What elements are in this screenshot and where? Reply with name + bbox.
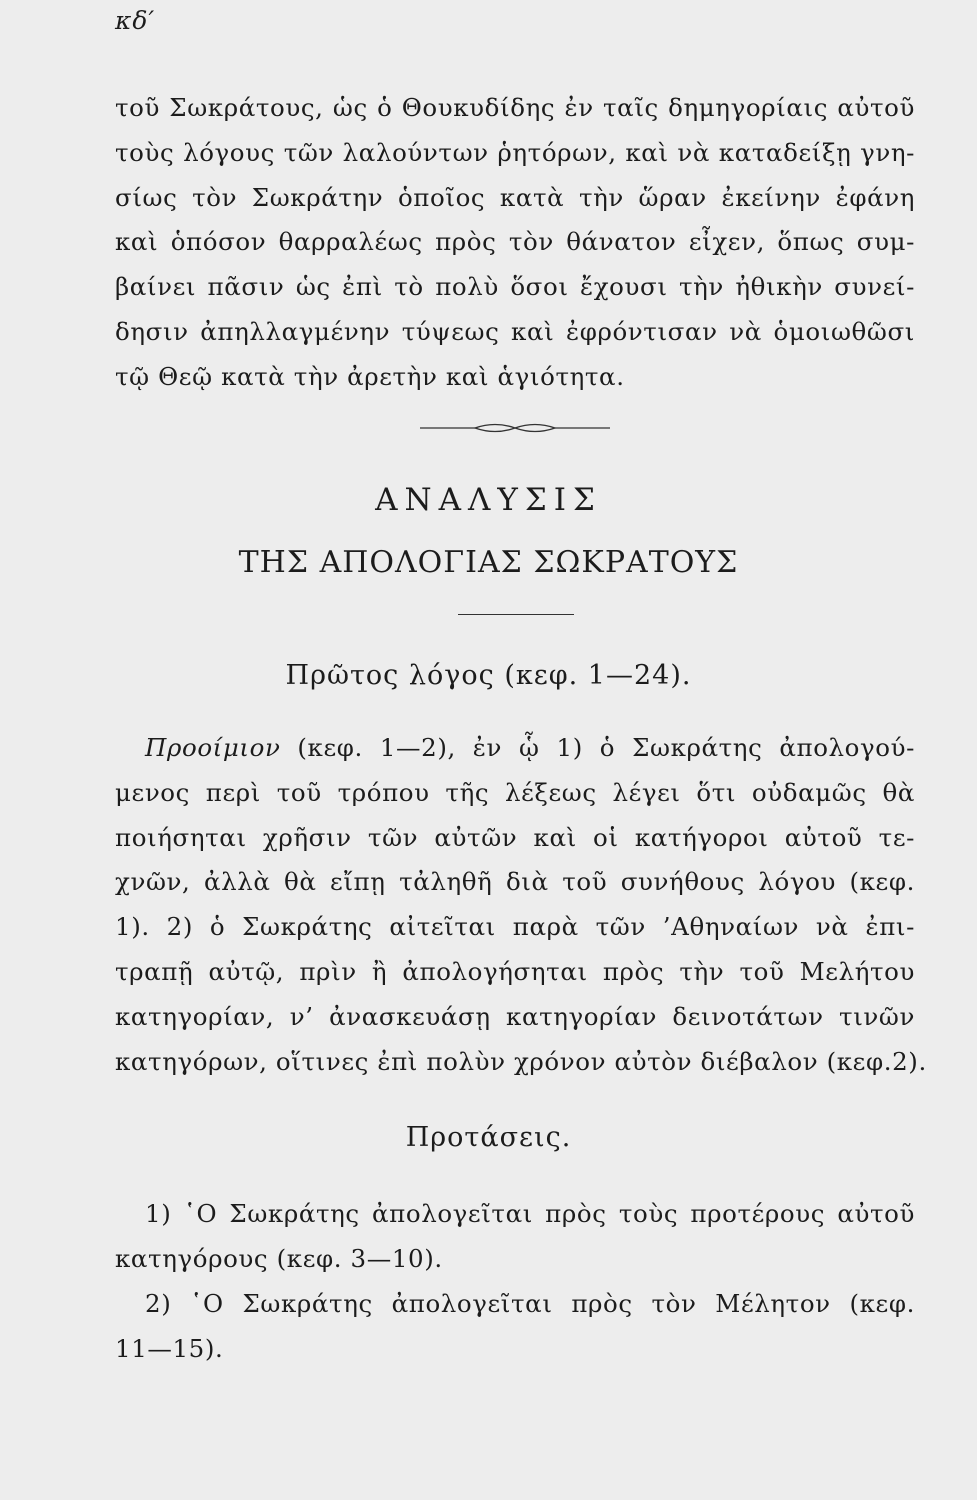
- text-span: (κεφ. 1—2), ἐν ᾧ 1) ὁ Σωκράτης ἀπολογού-: [280, 733, 915, 762]
- text-line: 1). 2) ὁ Σωκράτης αἰτεῖται παρὰ τῶν ’Αθηναίων νὰ ἐπι-: [115, 912, 915, 942]
- top-paragraph: [115, 86, 915, 400]
- text-line: κατηγορίαν, ν’ ἀνασκευάσῃ κατηγορίαν δεινοτάτων τινῶν: [115, 1001, 915, 1031]
- text-line: κατηγόρων, οἵτινες ἐπὶ πολὺν χρόνον αὐτὸν διέβαλον (κεφ.2).: [115, 1046, 927, 1076]
- text-line: 2) ῾Ο Σωκράτης ἀπολογεῖται πρὸς τὸν Μέλητον (κεφ.: [145, 1289, 915, 1318]
- text-line: τοῦ Σωκράτους, ὡς ὁ Θουκυδίδης ἐν ταῖς δημηγορίαις αὐτοῦ: [115, 93, 915, 122]
- text-line: κατηγόρους (κεφ. 3—10).: [115, 1243, 443, 1273]
- text-line: 11—15).: [115, 1333, 224, 1363]
- section-heading: Πρῶτος λόγος (κεφ. 1—24).: [285, 660, 692, 691]
- text-line: τῷ Θεῷ κατὰ τὴν ἀρετὴν καὶ ἁγιότητα.: [115, 361, 625, 391]
- text-line: μενος περὶ τοῦ τρόπου τῆς λέξεως λέγει ὅτι οὐδαμῶς θὰ: [115, 777, 915, 807]
- page-number: κδ′: [115, 6, 156, 35]
- propositions-heading: Προτάσεις.: [405, 1122, 572, 1153]
- emphasized-word: Προοίμιον: [145, 733, 281, 762]
- title-line-1: ΑΝΑΛΥΣΙΣ: [375, 482, 602, 518]
- text-line: τραπῇ αὐτῷ, πρὶν ἢ ἀπολογήσηται πρὸς τὴν τοῦ Μελήτου: [115, 956, 915, 986]
- text-line: ποιήσηται χρῆσιν τῶν αὐτῶν καὶ οἱ κατήγοροι αὐτοῦ τε-: [115, 822, 915, 852]
- text-line: σίως τὸν Σωκράτην ὁποῖος κατὰ τὴν ὥραν ἐκείνην ἐφάνη: [115, 182, 915, 212]
- proposition-item: [115, 1192, 915, 1282]
- ornament-divider: [420, 418, 610, 438]
- proposition-item: [115, 1282, 915, 1372]
- title-rule: [458, 614, 574, 615]
- text-line: τοὺς λόγους τῶν λαλούντων ῥητόρων, καὶ νὰ καταδείξῃ γνη-: [115, 137, 915, 167]
- text-line: 1) ῾Ο Σωκράτης ἀπολογεῖται πρὸς τοὺς προτέρους αὐτοῦ: [145, 1199, 915, 1228]
- title-line-2: ΤΗΣ ΑΠΟΛΟΓΙΑΣ ΣΩΚΡΑΤΟΥΣ: [238, 545, 739, 580]
- text-line: [115, 726, 915, 771]
- text-line: βαίνει πᾶσιν ὡς ἐπὶ τὸ πολὺ ὅσοι ἔχουσι τὴν ἠθικὴν συνεί-: [115, 272, 915, 302]
- section-paragraph: [115, 726, 927, 1084]
- text-line: χνῶν, ἀλλὰ θὰ εἴπῃ τἀληθῆ διὰ τοῦ συνήθους λόγου (κεφ.: [115, 867, 915, 897]
- text-line: καὶ ὁπόσον θαρραλέως πρὸς τὸν θάνατον εἶχεν, ὅπως συμ-: [115, 227, 915, 257]
- text-line: δησιν ἀπηλλαγμένην τύψεως καὶ ἐφρόντισαν νὰ ὁμοιωθῶσι: [115, 316, 915, 346]
